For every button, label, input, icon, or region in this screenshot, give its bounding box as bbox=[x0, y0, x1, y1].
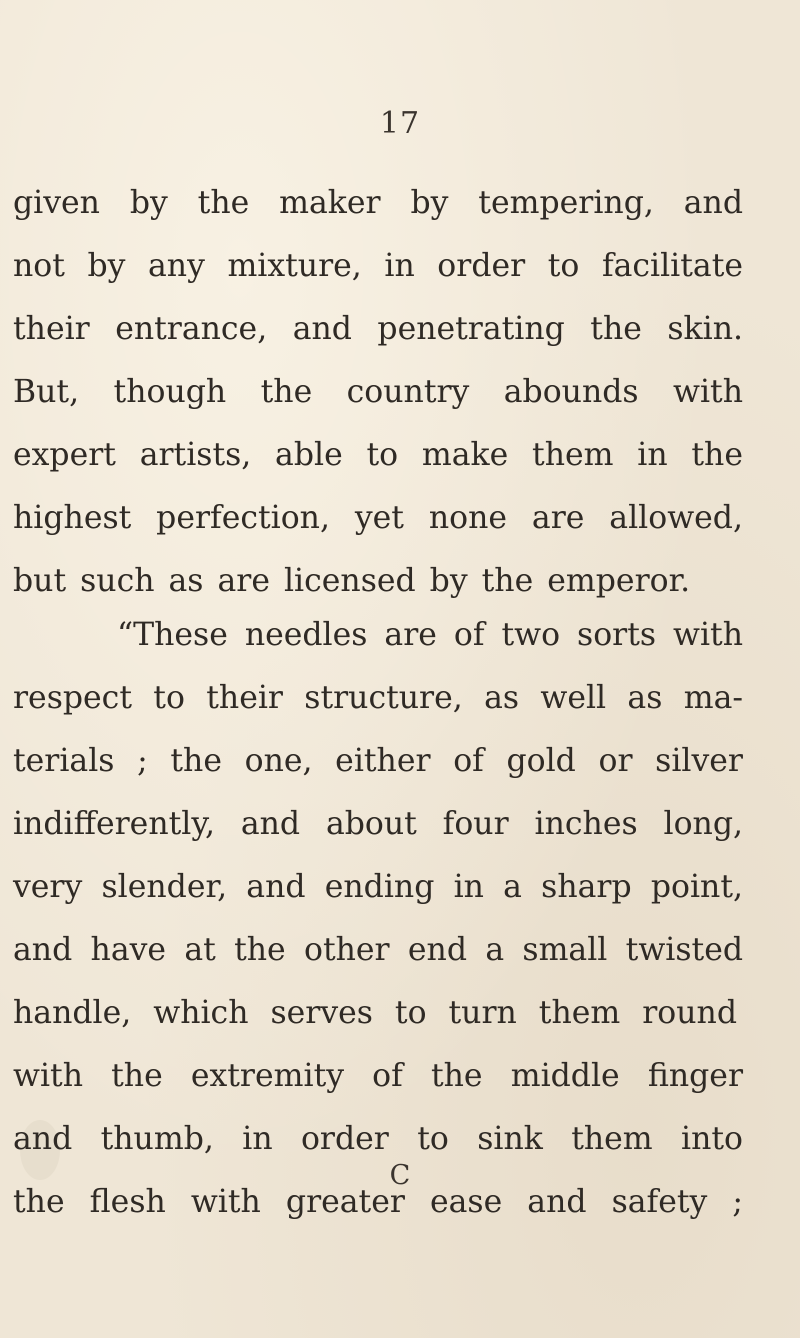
text-line: not by any mixture, in order to facilitate bbox=[13, 248, 743, 284]
text-line: terials ; the one, either of gold or silver bbox=[13, 743, 743, 779]
text-line: but such as are licensed by the emperor. bbox=[13, 563, 691, 599]
text-line: with the extremity of the middle finger bbox=[13, 1058, 743, 1094]
text-line: “These needles are of two sorts with bbox=[117, 617, 743, 653]
text-line: handle, which serves to turn them round bbox=[13, 995, 737, 1031]
text-line: indifferently, and about four inches long, bbox=[13, 806, 743, 842]
page-number: 17 bbox=[379, 106, 421, 141]
text-line: their entrance, and penetrating the skin. bbox=[13, 311, 743, 347]
text-line: expert artists, able to make them in the bbox=[13, 437, 743, 473]
text-line: and have at the other end a small twisted bbox=[13, 932, 743, 968]
signature-mark: C bbox=[389, 1160, 411, 1191]
text-line: and thumb, in order to sink them into bbox=[13, 1121, 743, 1157]
text-line: the flesh with greater ease and safety ; bbox=[13, 1184, 743, 1220]
text-line: highest perfection, yet none are allowed, bbox=[13, 500, 743, 536]
text-line: given by the maker by tempering, and bbox=[13, 185, 743, 221]
text-line: respect to their structure, as well as ma- bbox=[13, 680, 743, 716]
text-line: But, though the country abounds with bbox=[13, 374, 743, 410]
text-line: very slender, and ending in a sharp point, bbox=[13, 869, 743, 905]
